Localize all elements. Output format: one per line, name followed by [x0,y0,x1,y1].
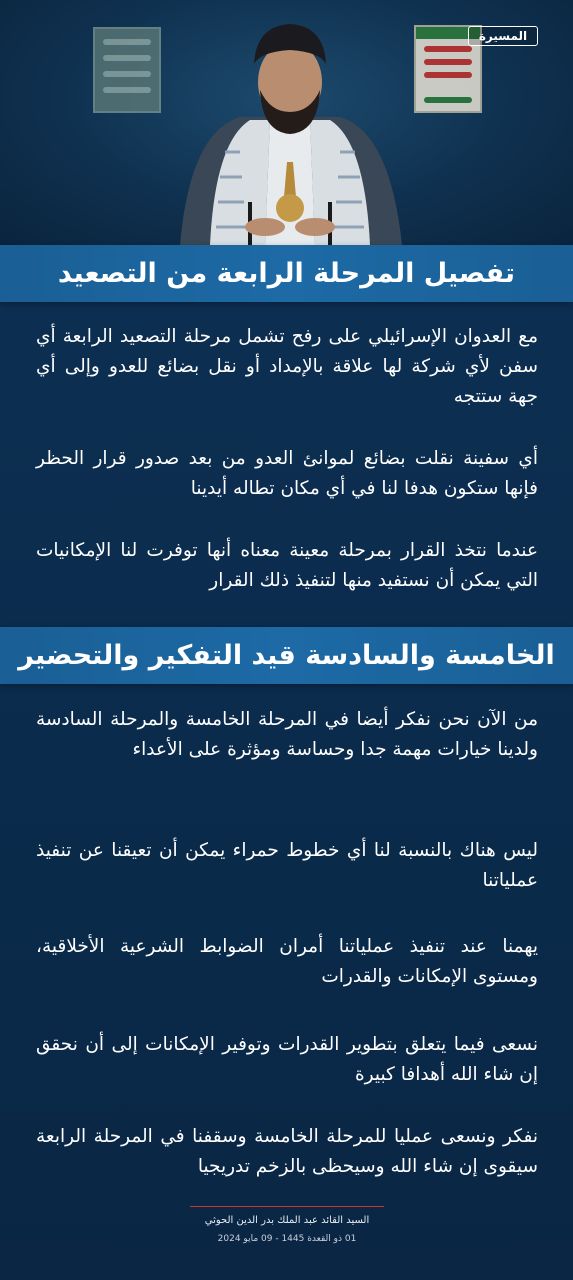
speaker-portrait [170,12,410,245]
paragraph: أي سفينة نقلت بضائع لموانئ العدو من بعد صدور قرار الحظر فإنها ستكون هدفا لنا في أي مكان تطاله أيدينا [36,448,538,499]
speech-date: 01 ذو القعدة 1445 - 09 مايو 2024 [217,1234,357,1244]
paragraph: يهمنا عند تنفيذ عملياتنا أمران الضوابط الشرعية الأخلاقية، ومستوى الإمكانات والقدرات [36,936,538,987]
paragraph: مع العدوان الإسرائيلي على رفح تشمل مرحلة التصعيد الرابعة أي سفن لأي شركة لها علاقة بالإمداد أو نقل بضائع للعدو وإلى أي جهة ستتجه [36,326,538,407]
paragraph: نسعى فيما يتعلق بتطوير القدرات وتوفير الإمكانات إلى أن نحقق إن شاء الله أهدافا كبيرة [36,1034,538,1085]
heading-text: الخامسة والسادسة قيد التفكير والتحضير [18,640,555,671]
heading-text: تفصيل المرحلة الرابعة من التصعيد [57,258,516,289]
divider [190,1206,384,1207]
paragraph: نفكر ونسعى عمليا للمرحلة الخامسة وسقفنا في المرحلة الرابعة سيقوى إن شاء الله وسيحظى بالزخم تدريجيا [36,1126,538,1177]
section-heading-fifth-sixth-stage [0,627,573,684]
hero-image [0,0,573,245]
source-footer [190,1206,384,1244]
paragraph: عندما نتخذ القرار بمرحلة معينة معناه أنها توفرت لنا الإمكانيات التي يمكن أن نستفيد منها لتنفيذ ذلك القرار [36,540,538,591]
paragraph: من الآن نحن نفكر أيضا في المرحلة الخامسة والمرحلة السادسة ولدينا خيارات مهمة جدا وحساسة ومؤثرة على الأعداء [36,709,538,760]
section-heading-fourth-stage [0,245,573,302]
speaker-name: السيد القائد عبد الملك بدر الدين الحوثي [204,1215,370,1226]
background-banner-left [93,27,161,113]
brand-logo: المسيرة [468,26,538,46]
paragraph: ليس هناك بالنسبة لنا أي خطوط حمراء يمكن أن تعيقنا عن تنفيذ عملياتنا [36,840,538,891]
